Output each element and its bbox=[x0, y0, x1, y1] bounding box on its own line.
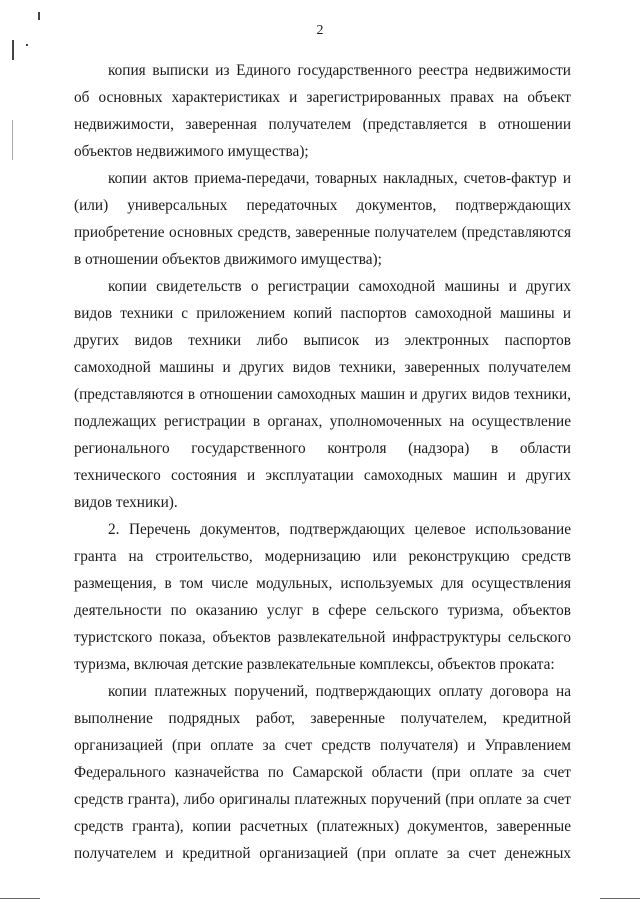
text-line: других видов техники либо выписок из электронных паспортов bbox=[74, 332, 571, 349]
scan-mark bbox=[12, 40, 14, 60]
scan-mark bbox=[12, 120, 13, 160]
text-line: копии платежных поручений, подтверждающих оплату договора на bbox=[108, 683, 571, 700]
text-line: туристского показа, объектов развлекательной инфраструктуры сельского bbox=[74, 629, 571, 646]
document-body bbox=[74, 57, 571, 867]
paragraph-acceptance-acts bbox=[74, 165, 571, 273]
text-line: технического состояния и эксплуатации самоходных машин и других bbox=[74, 467, 571, 484]
text-line: об основных характеристиках и зарегистрированных правах на объект bbox=[74, 89, 571, 106]
paragraph-item-2 bbox=[74, 516, 571, 678]
page-number: 2 bbox=[316, 23, 324, 38]
text-line: 2. Перечень документов, подтверждающих целевое использование bbox=[108, 521, 571, 538]
paragraph-egrn-extract bbox=[74, 57, 571, 165]
text-line: объектов недвижимого имущества); bbox=[74, 143, 309, 160]
text-line: организацией (при оплате за счет средств получателя) и Управлением bbox=[74, 737, 571, 754]
text-line: регионального государственного контроля (надзора) в области bbox=[74, 440, 571, 457]
text-line: (или) универсальных передаточных документов, подтверждающих bbox=[74, 197, 571, 214]
text-line: копии свидетельств о регистрации самоходной машины и других bbox=[108, 278, 571, 295]
paragraph-payment-orders bbox=[74, 678, 571, 867]
text-line: самоходной машины и других видов техники, заверенных получателем bbox=[74, 359, 571, 376]
text-line: деятельности по оказанию услуг в сфере сельского туризма, объектов bbox=[74, 602, 571, 619]
paragraph-machine-certificates bbox=[74, 273, 571, 516]
text-line: (представляются в отношении самоходных машин и других видов техники, bbox=[74, 386, 571, 403]
text-line: видов техники с приложением копий паспортов самоходной машины и bbox=[74, 305, 571, 322]
text-line: приобретение основных средств, заверенные получателем (представляются bbox=[74, 224, 571, 241]
text-line: подлежащих регистрации в органах, уполномоченных на осуществление bbox=[74, 413, 571, 430]
text-line: выполнение подрядных работ, заверенные получателем, кредитной bbox=[74, 710, 571, 727]
text-line: туризма, включая детские развлекательные комплексы, объектов проката: bbox=[74, 656, 555, 673]
text-line: гранта на строительство, модернизацию или реконструкцию средств bbox=[74, 548, 571, 565]
scan-mark bbox=[38, 12, 40, 20]
text-line: видов техники). bbox=[74, 494, 178, 511]
text-line: средств гранта), копии расчетных (платежных) документов, заверенные bbox=[74, 818, 571, 835]
text-line: средств гранта), либо оригиналы платежных поручений (при оплате за счет bbox=[74, 791, 571, 808]
text-line: копии актов приема-передачи, товарных накладных, счетов-фактур и bbox=[108, 170, 571, 187]
scan-footer-line bbox=[600, 898, 640, 899]
text-line: недвижимости, заверенная получателем (представляется в отношении bbox=[74, 116, 571, 133]
text-line: получателем и кредитной организацией (при оплате за счет денежных bbox=[74, 845, 571, 862]
text-line: Федерального казначейства по Самарской области (при оплате за счет bbox=[74, 764, 571, 781]
text-line: копия выписки из Единого государственного реестра недвижимости bbox=[108, 62, 571, 79]
text-line: размещения, в том числе модульных, используемых для осуществления bbox=[74, 575, 571, 592]
text-line: в отношении объектов движимого имущества); bbox=[74, 251, 382, 268]
scan-footer-line bbox=[0, 898, 40, 899]
scan-mark bbox=[26, 44, 28, 46]
